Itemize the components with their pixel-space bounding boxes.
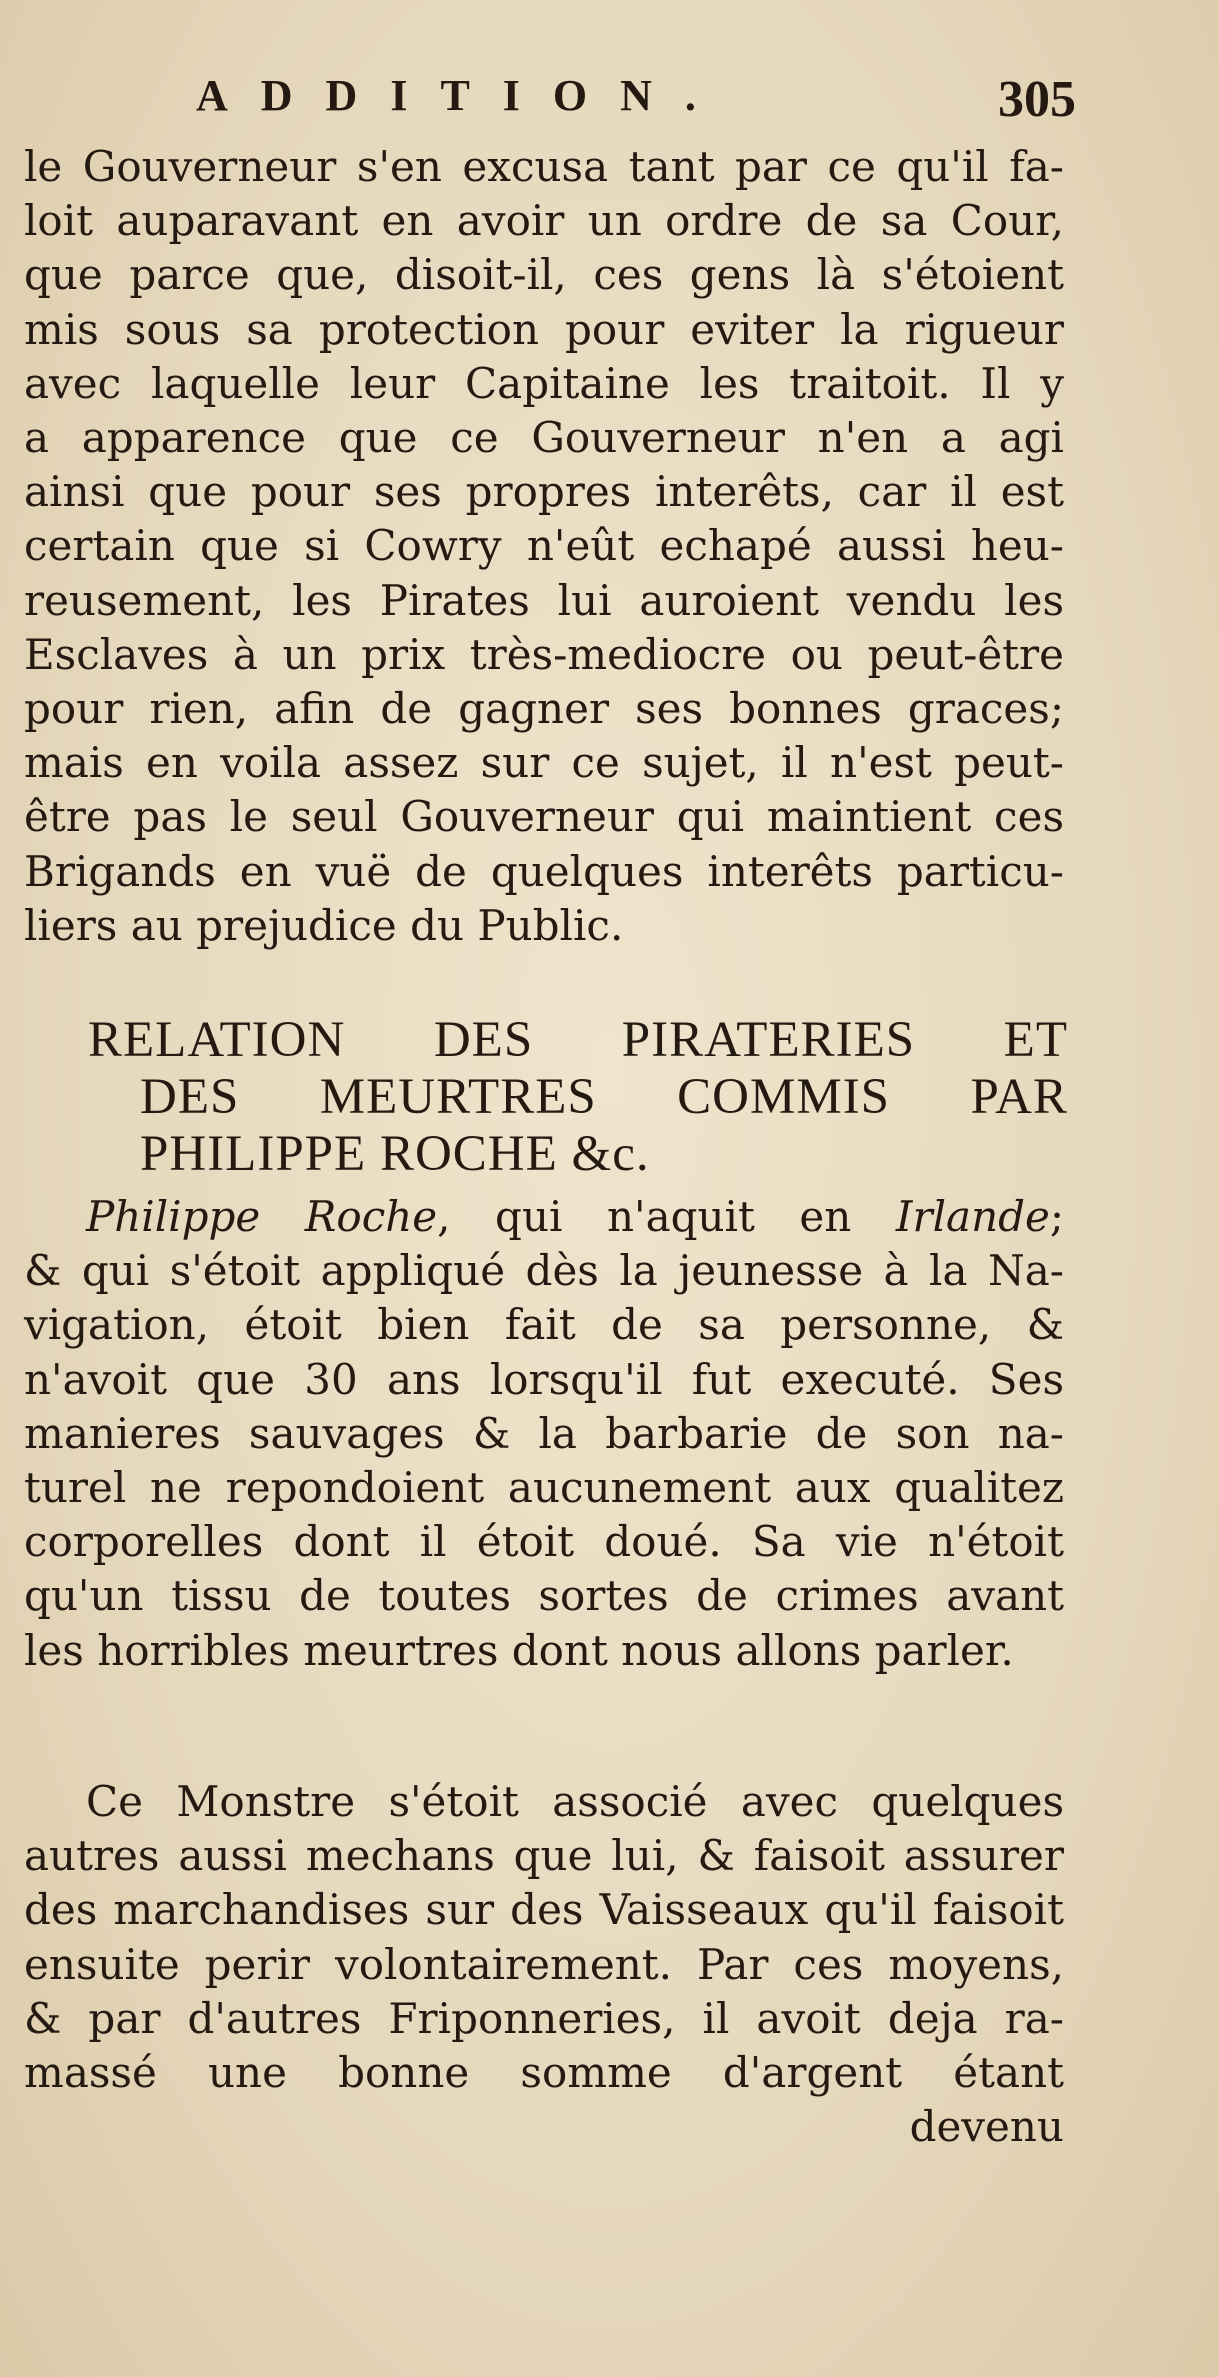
heading-line: RELATION DES PIRATERIES ET — [88, 1012, 1068, 1068]
running-head — [196, 70, 1076, 140]
text-line: vigation, étoit bien fait de sa personne, & — [24, 1300, 1064, 1350]
text-line: mais en voila assez sur ce sujet, il n'est peut- — [24, 738, 1064, 788]
text-line: corporelles dont il étoit doué. Sa vie n'étoit — [24, 1517, 1064, 1567]
text-fragment: , qui n'aquit en — [437, 1192, 852, 1241]
page-number: 305 — [998, 71, 1076, 128]
text-line: Ce Monstre s'étoit associé avec quelques — [86, 1777, 1064, 1826]
text-line: ensuite perir volontairement. Par ces moyens, — [24, 1939, 1064, 1989]
text-line: pour rien, afin de gagner ses bonnes graces; — [24, 684, 1064, 734]
paragraph-monster — [24, 1775, 1064, 2154]
text-line: autres aussi mechans que lui, & faisoit assurer — [24, 1831, 1064, 1881]
paragraph-governor — [24, 140, 1064, 953]
text-line-first — [24, 1190, 1064, 1244]
text-line: être pas le seul Gouverneur qui maintient ces — [24, 792, 1064, 842]
text-line: ainsi que pour ses propres interêts, car il est — [24, 467, 1064, 517]
heading-line: PHILIPPE ROCHE &c. — [140, 1126, 650, 1182]
text-line: qu'un tissu de toutes sortes de crimes avant — [24, 1571, 1064, 1621]
section-heading — [88, 1012, 1068, 1183]
text-line: le Gouverneur s'en excusa tant par ce qu'il fa- — [24, 142, 1064, 191]
person-name: Philippe Roche — [86, 1192, 438, 1241]
text-line: certain que si Cowry n'eût echapé aussi heu- — [24, 521, 1064, 571]
text-line: a apparence que ce Gouverneur n'en a agi — [24, 413, 1064, 463]
text-line: Esclaves à un prix très-mediocre ou peut-être — [24, 629, 1064, 679]
text-line: manieres sauvages & la barbarie de son na- — [24, 1408, 1064, 1458]
paragraph-philippe-roche — [24, 1190, 1064, 1678]
text-line: loit auparavant en avoir un ordre de sa Cour, — [24, 196, 1064, 246]
text-line: des marchandises sur des Vaisseaux qu'il faisoit — [24, 1885, 1064, 1935]
text-line: Brigands en vuë de quelques interêts particu- — [24, 846, 1064, 896]
running-title: ADDITION. — [196, 71, 729, 120]
place-name: Irlande — [895, 1192, 1050, 1241]
heading-line: DES MEURTRES COMMIS PAR — [140, 1069, 1068, 1125]
text-line: que parce que, disoit-il, ces gens là s'étoient — [24, 250, 1064, 300]
text-line: mis sous sa protection pour eviter la rigueur — [24, 304, 1064, 354]
text-line: n'avoit que 30 ans lorsqu'il fut executé. Ses — [24, 1354, 1064, 1404]
catchword: devenu — [909, 2102, 1064, 2152]
text-line: avec laquelle leur Capitaine les traitoit. Il y — [24, 358, 1064, 408]
text-line: turel ne repondoient aucunement aux qualitez — [24, 1463, 1064, 1513]
text-line: reusement, les Pirates lui auroient vendu les — [24, 575, 1064, 625]
text-fragment: ; — [1049, 1192, 1065, 1241]
text-line: & par d'autres Friponneries, il avoit deja ra- — [24, 1993, 1064, 2043]
text-line: & qui s'étoit appliqué dès la jeunesse à la Na- — [24, 1246, 1064, 1296]
text-line: les horribles meurtres dont nous allons parler. — [24, 1625, 1014, 1675]
text-line: liers au prejudice du Public. — [24, 900, 624, 950]
text-line: massé une bonne somme d'argent étant — [24, 2048, 1064, 2098]
